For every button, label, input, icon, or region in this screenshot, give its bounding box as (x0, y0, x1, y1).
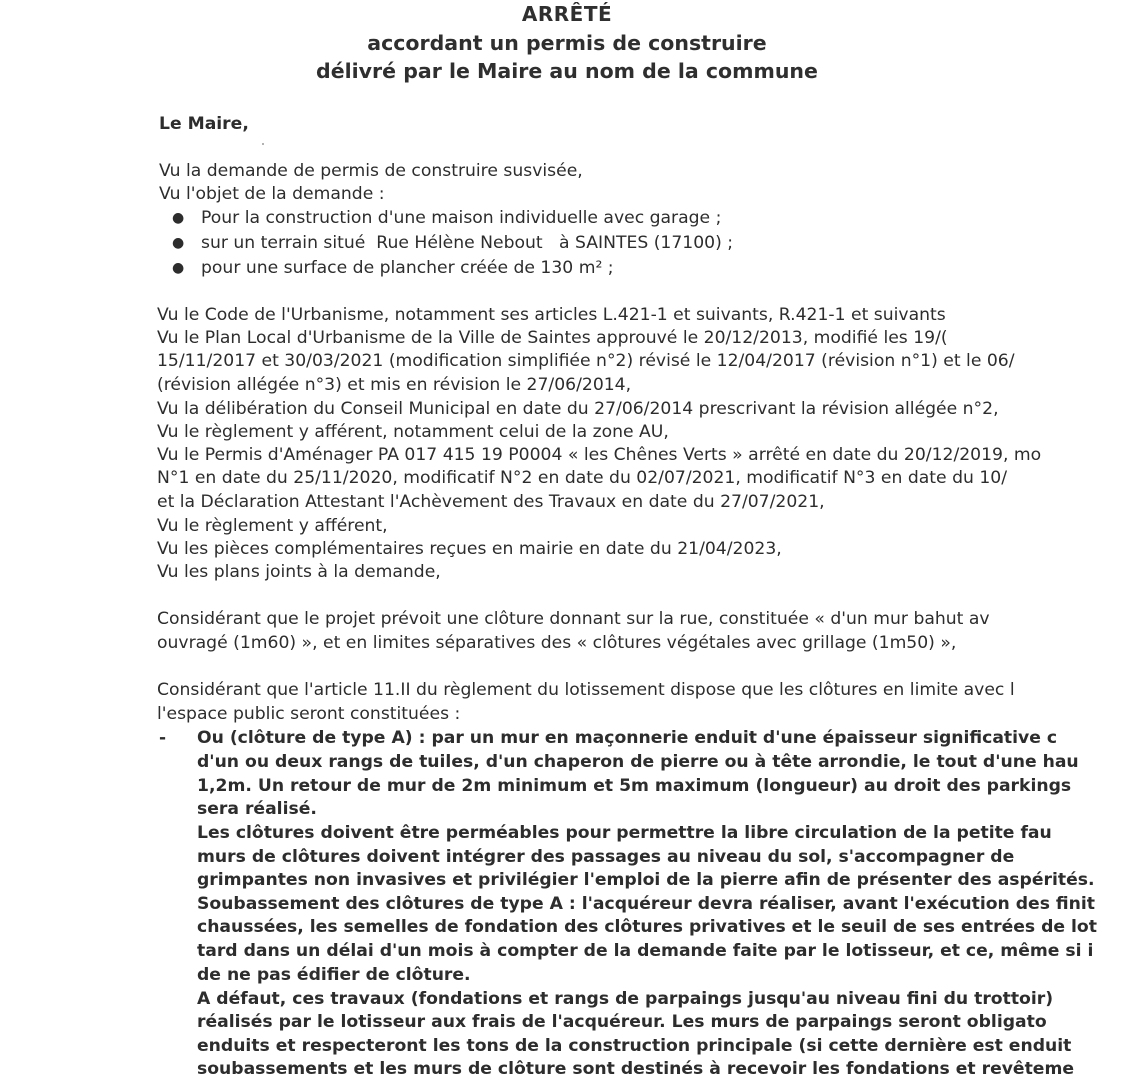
regulation-line: Les clôtures doivent être perméables pour permettre la libre circulation de la petite fau (197, 823, 1052, 843)
bullet-item: Pour la construction d'une maison individuelle avec garage ; (201, 208, 722, 228)
regulation-line: grimpantes non invasives et privilégier l'emploi de la pierre afin de présenter des aspérités. (197, 870, 1095, 890)
vu-objet-line: Vu l'objet de la demande : (159, 184, 385, 204)
le-maire-heading: Le Maire, (159, 114, 249, 134)
regulation-line: murs de clôtures doivent intégrer des passages au niveau du sol, s'accompagner de (197, 847, 1015, 867)
regulation-line: sera réalisé. (197, 799, 317, 819)
considerant-line: Considérant que l'article 11.II du règlement du lotissement dispose que les clôtures en limite avec l (157, 680, 1015, 700)
vu-line: Vu le Permis d'Aménager PA 017 415 19 P0004 « les Chênes Verts » arrêté en date du 20/12/2019, mo (157, 445, 1042, 465)
regulation-line: d'un ou deux rangs de tuiles, d'un chaperon de pierre ou à tête arrondie, le tout d'une hau (197, 752, 1079, 772)
document-subtitle-2: délivré par le Maire au nom de la commune (316, 59, 818, 83)
regulation-line: tard dans un délai d'un mois à compter de la demande faite par le lotisseur, et ce, même si i (197, 941, 1094, 961)
vu-demande-line: Vu la demande de permis de construire susvisée, (159, 161, 583, 181)
regulation-line: 1,2m. Un retour de mur de 2m minimum et 5m maximum (longueur) au droit des parkings (197, 776, 1072, 796)
bullet-dot: ● (172, 260, 185, 276)
regulation-line: chaussées, les semelles de fondation des clôtures privatives et le seuil de ses entrées de lot (197, 917, 1097, 937)
vu-line: 15/11/2017 et 30/03/2021 (modification simplifiée n°2) révisé le 12/04/2017 (révision n°1) et le 06/ (157, 351, 1015, 371)
vu-line: (révision allégée n°3) et mis en révision le 27/06/2014, (157, 375, 632, 395)
vu-line: Vu le Plan Local d'Urbanisme de la Ville de Saintes approuvé le 20/12/2013, modifié les 19/( (157, 328, 948, 348)
regulation-line: réalisés par le lotisseur aux frais de l'acquéreur. Les murs de parpaings seront obligato (197, 1012, 1047, 1032)
considerant-line: ouvragé (1m60) », et en limites séparatives des « clôtures végétales avec grillage (1m50) », (157, 633, 957, 653)
document-subtitle-1: accordant un permis de construire (367, 31, 767, 55)
list-dash: - (159, 728, 167, 748)
vu-line: N°1 en date du 25/11/2020, modificatif N°2 en date du 02/07/2021, modificatif N°3 en date du 10/ (157, 468, 1008, 488)
vu-line: Vu les pièces complémentaires reçues en mairie en date du 21/04/2023, (157, 539, 782, 559)
bullet-item: sur un terrain situé Rue Hélène Nebout à SAINTES (17100) ; (201, 233, 734, 253)
vu-line: Vu le règlement y afférent, notamment celui de la zone AU, (157, 422, 669, 442)
regulation-line: A défaut, ces travaux (fondations et rangs de parpaings jusqu'au niveau fini du trottoir) (197, 989, 1054, 1009)
considerant-line: l'espace public seront constituées : (157, 704, 461, 724)
regulation-line: Soubassement des clôtures de type A : l'acquéreur devra réaliser, avant l'exécution des finit (197, 894, 1096, 914)
bullet-dot: ● (172, 210, 185, 226)
document-title: ARRÊTÉ (521, 2, 613, 26)
regulation-line: de ne pas édifier de clôture. (197, 965, 471, 985)
bullet-dot: ● (172, 235, 185, 251)
vu-line: Vu les plans joints à la demande, (157, 562, 441, 582)
scan-speck (262, 143, 264, 145)
vu-line: Vu la délibération du Conseil Municipal en date du 27/06/2014 prescrivant la révision allégée n°2, (157, 399, 999, 419)
vu-line: Vu le Code de l'Urbanisme, notamment ses articles L.421-1 et suivants, R.421-1 et suivants (157, 305, 946, 325)
vu-line: Vu le règlement y afférent, (157, 516, 388, 536)
bullet-item: pour une surface de plancher créée de 130 m² ; (201, 258, 614, 278)
regulation-line: enduits et respecteront les tons de la construction principale (si cette dernière est enduit (197, 1036, 1072, 1056)
vu-line: et la Déclaration Attestant l'Achèvement des Travaux en date du 27/07/2021, (157, 492, 825, 512)
considerant-line: Considérant que le projet prévoit une clôture donnant sur la rue, constituée « d'un mur bahut av (157, 609, 990, 629)
regulation-line: Ou (clôture de type A) : par un mur en maçonnerie enduit d'une épaisseur significative c (197, 728, 1058, 748)
regulation-line: soubassements et les murs de clôture sont destinés à recevoir les fondations et revêteme (197, 1059, 1075, 1079)
